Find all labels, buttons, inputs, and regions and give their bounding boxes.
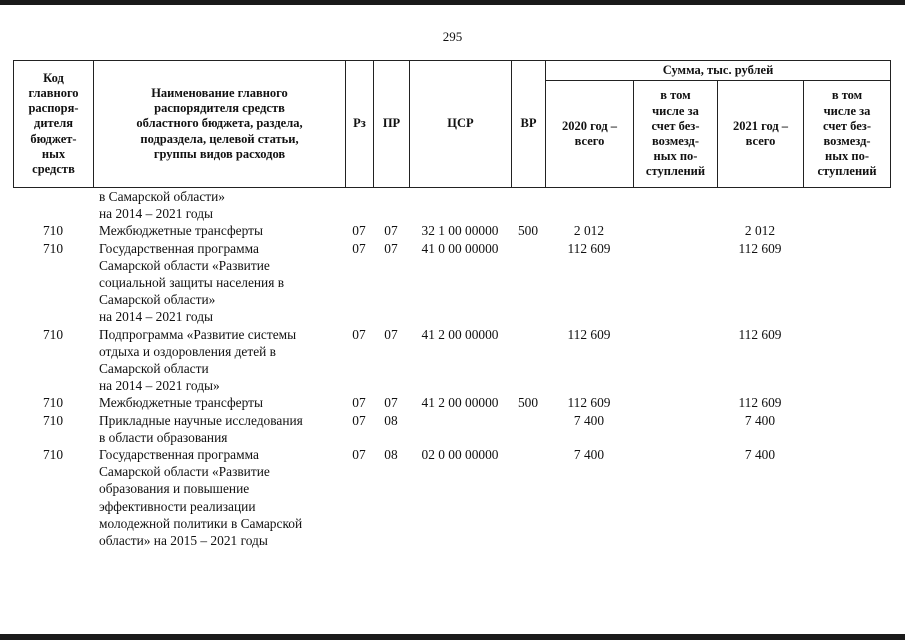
- header-2021-total: 2021 год – всего: [718, 81, 804, 188]
- cell-kod: 710: [42, 326, 64, 342]
- cell-2021-total: 2 012: [744, 223, 776, 239]
- table-header: [13, 60, 891, 188]
- table-row: [13, 394, 890, 411]
- cell-2021-total: 112 609: [738, 240, 782, 256]
- cell-2021-total: 112 609: [738, 395, 782, 411]
- cell-csr: 41 2 00 00000: [421, 395, 499, 411]
- cell-vr: 500: [517, 223, 539, 239]
- table-row: [13, 446, 890, 549]
- cell-2021-total: 7 400: [744, 412, 776, 428]
- table-row: [13, 222, 890, 239]
- table-body: [13, 188, 890, 549]
- cell-rz: 07: [352, 223, 366, 239]
- cell-rz: 07: [352, 326, 366, 342]
- cell-kod: 710: [42, 240, 64, 256]
- cell-pr: 07: [384, 240, 398, 256]
- cell-pr: 08: [384, 412, 398, 428]
- table-row: [13, 188, 890, 222]
- bottom-border: [0, 634, 905, 640]
- page-number: 295: [442, 29, 463, 44]
- header-2020-free: в том числе за счет без- возмезд- ных по- ступлений: [634, 81, 718, 188]
- cell-2020-total: 7 400: [573, 447, 605, 463]
- cell-kod: 710: [42, 412, 64, 428]
- header-2021-free: в том числе за счет без- возмезд- ных по- ступлений: [804, 81, 891, 188]
- cell-2020-total: 112 609: [567, 395, 611, 411]
- cell-rz: 07: [352, 412, 366, 428]
- cell-name: Межбюджетные трансферты: [99, 223, 263, 239]
- cell-name: Государственная программа Самарской области «Развитие социальной защиты населения в Самарской области» на 2014 – 2021 годы: [99, 240, 285, 325]
- header-vr: ВР: [512, 61, 546, 188]
- cell-2021-total: 7 400: [744, 447, 776, 463]
- cell-rz: 07: [352, 447, 366, 463]
- cell-name: Прикладные научные исследования в области образования: [99, 412, 303, 445]
- cell-2020-total: 7 400: [573, 412, 605, 428]
- header-csr: ЦСР: [410, 61, 512, 188]
- cell-pr: 07: [384, 395, 398, 411]
- cell-pr: 07: [384, 223, 398, 239]
- cell-name: Подпрограмма «Развитие системы отдыха и оздоровления детей в Самарской области на 2014 – 2021 годы»: [99, 326, 297, 394]
- cell-rz: 07: [352, 395, 366, 411]
- cell-2020-total: 2 012: [573, 223, 605, 239]
- table-row: [13, 412, 890, 446]
- cell-csr: 32 1 00 00000: [421, 223, 499, 239]
- header-kod: Код главного распоря- дителя бюджет- ных средств: [14, 61, 94, 188]
- cell-csr: 41 0 00 00000: [421, 240, 499, 256]
- cell-name: Межбюджетные трансферты: [99, 395, 263, 411]
- cell-vr: 500: [517, 395, 539, 411]
- cell-kod: 710: [42, 395, 64, 411]
- cell-kod: 710: [42, 223, 64, 239]
- cell-name: в Самарской области» на 2014 – 2021 годы: [99, 189, 226, 222]
- header-sum-group: Сумма, тыс. рублей: [546, 61, 891, 81]
- cell-rz: 07: [352, 240, 366, 256]
- cell-kod: 710: [42, 447, 64, 463]
- cell-pr: 08: [384, 447, 398, 463]
- header-pr: ПР: [374, 61, 410, 188]
- top-border: [0, 0, 905, 5]
- cell-2020-total: 112 609: [567, 240, 611, 256]
- cell-2020-total: 112 609: [567, 326, 611, 342]
- header-2020-total: 2020 год – всего: [546, 81, 634, 188]
- cell-csr: 02 0 00 00000: [421, 447, 499, 463]
- cell-pr: 07: [384, 326, 398, 342]
- table-row: [13, 326, 890, 395]
- cell-csr: 41 2 00 00000: [421, 326, 499, 342]
- table-row: [13, 240, 890, 326]
- header-rz: Рз: [346, 61, 374, 188]
- cell-2021-total: 112 609: [738, 326, 782, 342]
- cell-name: Государственная программа Самарской области «Развитие образования и повышение эффективности реализации молодежной политики в Самарской области» на 2015 – 2021 годы: [99, 447, 303, 549]
- header-name: Наименование главного распорядителя средств областного бюджета, раздела, подраздела, целевой статьи, группы видов расходов: [94, 61, 346, 188]
